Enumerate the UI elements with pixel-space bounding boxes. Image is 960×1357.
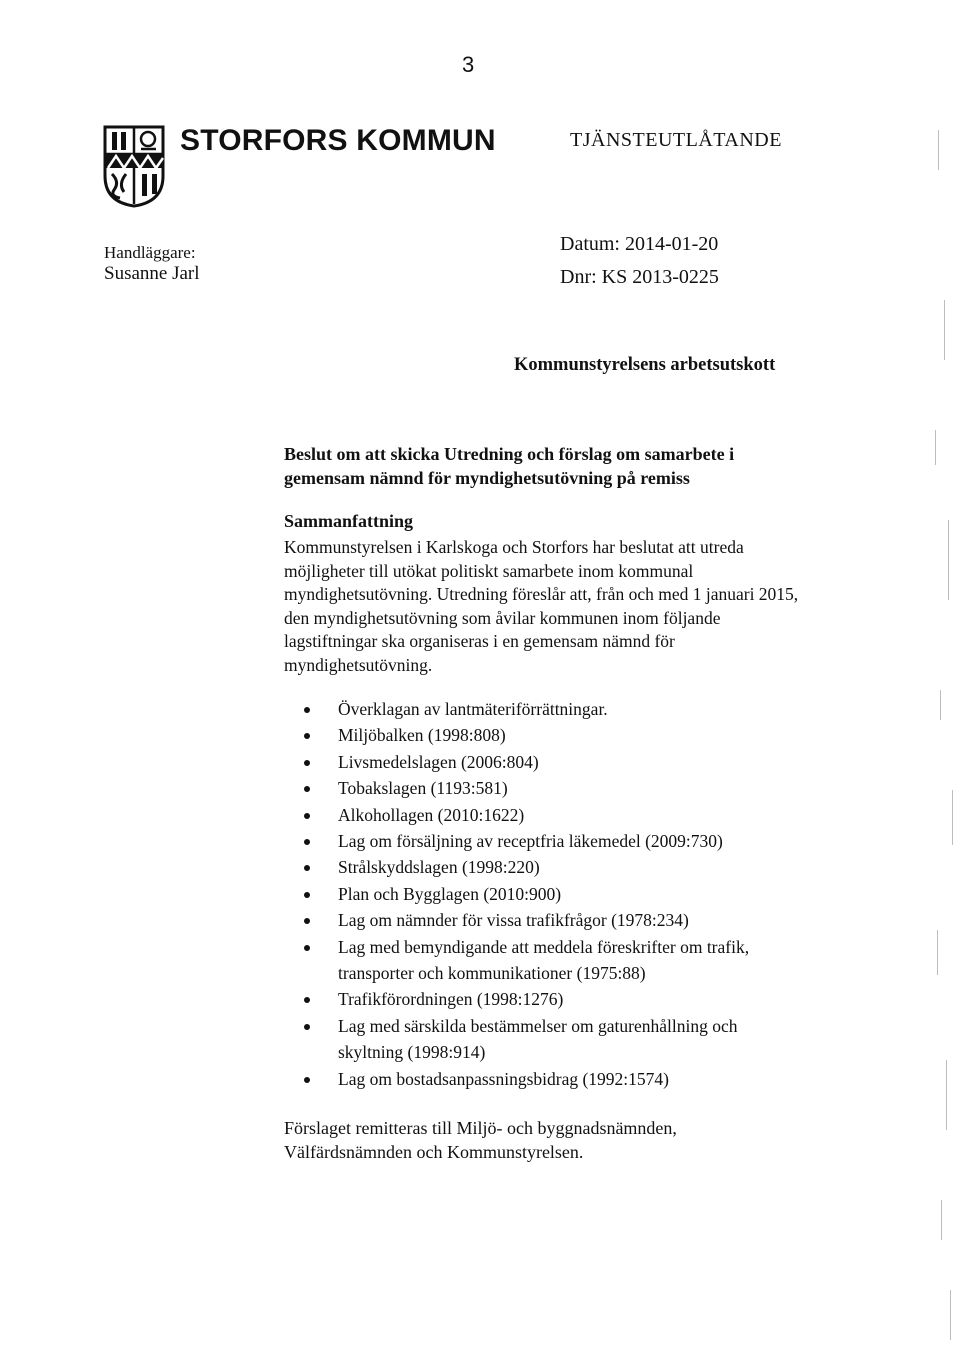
document-date: Datum: 2014-01-20 (560, 233, 719, 255)
summary-heading: Sammanfattning (284, 511, 414, 531)
list-item: Lag om försäljning av receptfria läkemedel (2009:730) (284, 828, 804, 854)
summary-text: Kommunstyrelsen i Karlskoga och Storfors har beslutat att utreda möjligheter till utökat politiskt samarbete inom kommunal myndighetsutövning. Utredning föreslår att, från och med 1 januari 2015, den myndighetsutövning som åvilar kommunen inom följande lagstiftningar ska organiseras i en gemensam nämnd för myndighetsutövning. (284, 537, 799, 675)
list-item: Strålskyddslagen (1998:220) (284, 854, 804, 880)
list-item: Livsmedelslagen (2006:804) (284, 749, 804, 775)
page-number: 3 (462, 52, 475, 77)
document-type: TJÄNSTEUTLÅTANDE (570, 129, 782, 151)
handler-name: Susanne Jarl (104, 263, 200, 284)
document-reference-number: Dnr: KS 2013-0225 (560, 266, 719, 288)
handler-label: Handläggare: (104, 243, 196, 262)
recipient: Kommunstyrelsens arbetsutskott (514, 355, 776, 375)
list-item: Miljöbalken (1998:808) (284, 722, 804, 748)
list-item: Alkohollagen (2010:1622) (284, 802, 804, 828)
scan-edge-noise (926, 0, 960, 1357)
list-item: Plan och Bygglagen (2010:900) (284, 881, 804, 907)
list-item: Lag om nämnder för vissa trafikfrågor (1978:234) (284, 907, 804, 933)
municipal-coat-of-arms-logo (102, 124, 166, 208)
list-item: Trafikförordningen (1998:1276) (284, 986, 804, 1012)
list-item: Lag med särskilda bestämmelser om gaturenhållning och skyltning (1998:914) (284, 1013, 804, 1066)
list-item: Lag med bemyndigande att meddela föreskrifter om trafik, transporter och kommunikationer (1975:88) (284, 934, 804, 987)
list-item: Lag om bostadsanpassningsbidrag (1992:1574) (284, 1066, 804, 1092)
list-item: Överklagan av lantmäteriförrättningar. (284, 696, 804, 722)
list-item: Tobakslagen (1193:581) (284, 775, 804, 801)
document-title: Beslut om att skicka Utredning och förslag om samarbete i gemensam nämnd för myndighetsutövning på remiss (284, 444, 735, 488)
legislation-list (284, 696, 804, 1092)
closing-statement: Förslaget remitteras till Miljö- och byggnadsnämnden, Välfärdsnämnden och Kommunstyrelsen. (284, 1118, 677, 1162)
organization-name: STORFORS KOMMUN (180, 124, 496, 157)
